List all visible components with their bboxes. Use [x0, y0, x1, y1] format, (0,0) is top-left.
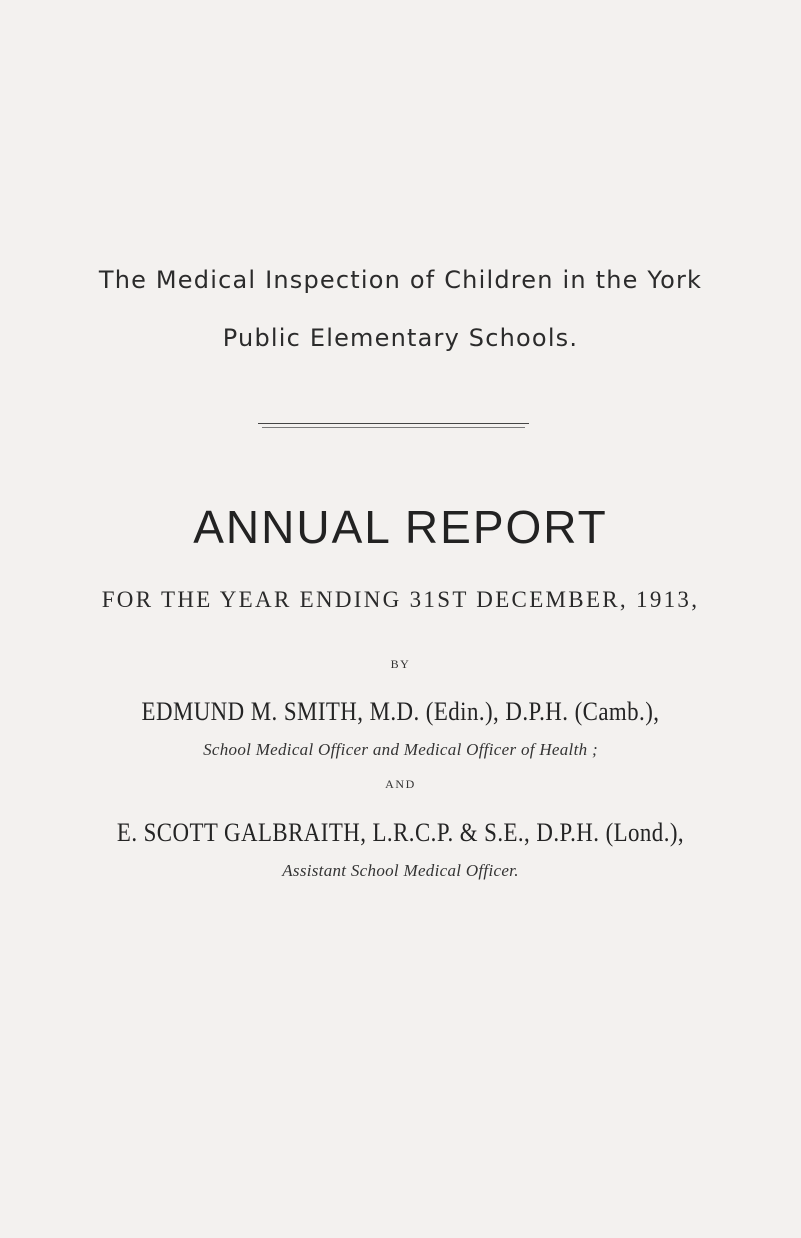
report-heading: ANNUAL REPORT: [193, 501, 608, 553]
report-year-line: FOR THE YEAR ENDING 31ST DECEMBER, 1913,: [101, 587, 700, 612]
author-name-assistant: E. SCOTT GALBRAITH, L.R.C.P. & S.E., D.P.H. (Lond.),: [116, 818, 685, 847]
decorative-rule-secondary: [262, 427, 525, 428]
and-label: AND: [385, 777, 416, 791]
title-line-1: The Medical Inspection of Children in the York: [98, 266, 703, 294]
decorative-rule: [258, 423, 529, 424]
by-label: BY: [390, 657, 411, 671]
author-role-primary: School Medical Officer and Medical Officer of Health ;: [203, 740, 598, 759]
title-line-2: Public Elementary Schools.: [222, 324, 579, 352]
author-name-primary: EDMUND M. SMITH, M.D. (Edin.), D.P.H. (Camb.),: [141, 697, 660, 726]
author-role-assistant: Assistant School Medical Officer.: [282, 861, 519, 880]
